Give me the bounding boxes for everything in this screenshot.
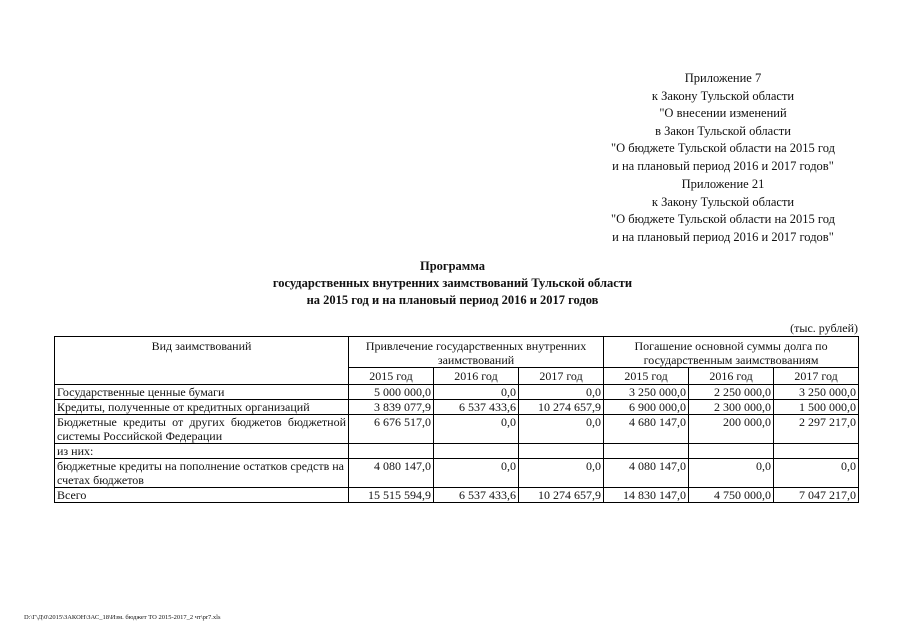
value-cell: 0,0 <box>774 459 859 488</box>
value-cell <box>519 444 604 459</box>
value-cell <box>349 444 434 459</box>
appendix-line: в Закон Тульской области <box>655 123 791 138</box>
value-cell <box>434 444 519 459</box>
header-row <box>55 337 859 368</box>
title-line: Программа <box>420 259 485 273</box>
group-header-repay: Погашение основной суммы долга по государственным заимствованиям <box>604 337 859 368</box>
row-label: бюджетные кредиты на пополнение остатков средств на счетах бюджетов <box>55 459 349 488</box>
row-label: Бюджетные кредиты от других бюджетов бюджетной системы Российской Федерации <box>55 415 349 444</box>
year-header: 2017 год <box>519 368 604 385</box>
value-cell: 4 080 147,0 <box>349 459 434 488</box>
year-header: 2016 год <box>689 368 774 385</box>
value-cell: 5 000 000,0 <box>349 385 434 400</box>
value-cell: 10 274 657,9 <box>519 488 604 503</box>
value-cell: 3 839 077,9 <box>349 400 434 415</box>
value-cell: 2 297 217,0 <box>774 415 859 444</box>
year-header: 2017 год <box>774 368 859 385</box>
appendix-line: к Закону Тульской области <box>651 88 795 103</box>
year-header: 2015 год <box>604 368 689 385</box>
value-cell: 0,0 <box>519 415 604 444</box>
appendix-line: Приложение 7 <box>684 71 762 85</box>
title-line: государственных внутренних заимствований Тульской области <box>272 276 633 290</box>
file-path-footer: D:\Г\Д\0\2015\ЗАКОН\ЗАС_18\Изм. бюджет ТО 2015-2017_2 чт\pr7.xls <box>24 614 221 621</box>
value-cell: 4 750 000,0 <box>689 488 774 503</box>
value-cell: 3 250 000,0 <box>774 385 859 400</box>
value-cell: 6 900 000,0 <box>604 400 689 415</box>
value-cell: 4 080 147,0 <box>604 459 689 488</box>
value-cell: 7 047 217,0 <box>774 488 859 503</box>
table-row <box>55 415 859 444</box>
column-header-type: Вид заимствований <box>55 337 349 385</box>
value-cell: 4 680 147,0 <box>604 415 689 444</box>
appendix-line: "О бюджете Тульской области на 2015 год <box>611 141 835 155</box>
document-title <box>150 258 755 309</box>
year-header: 2015 год <box>349 368 434 385</box>
table-row-total <box>55 488 859 503</box>
value-cell <box>689 444 774 459</box>
value-cell: 0,0 <box>519 459 604 488</box>
value-cell: 15 515 594,9 <box>349 488 434 503</box>
value-cell: 6 537 433,6 <box>434 488 519 503</box>
appendix-line: "О внесении изменений <box>659 106 787 120</box>
value-cell: 6 676 517,0 <box>349 415 434 444</box>
value-cell: 2 250 000,0 <box>689 385 774 400</box>
value-cell <box>774 444 859 459</box>
appendix-line: к Закону Тульской области <box>651 194 795 209</box>
value-cell: 6 537 433,6 <box>434 400 519 415</box>
borrowing-table <box>54 336 859 503</box>
table-row <box>55 400 859 415</box>
value-cell: 0,0 <box>519 385 604 400</box>
value-cell: 0,0 <box>689 459 774 488</box>
value-cell: 10 274 657,9 <box>519 400 604 415</box>
table-row <box>55 444 859 459</box>
value-cell: 1 500 000,0 <box>774 400 859 415</box>
appendix-line: Приложение 21 <box>681 177 765 191</box>
table-row <box>55 385 859 400</box>
value-cell <box>604 444 689 459</box>
value-cell: 0,0 <box>434 385 519 400</box>
value-cell: 0,0 <box>434 459 519 488</box>
year-header: 2016 год <box>434 368 519 385</box>
appendix-line: "О бюджете Тульской области на 2015 год <box>611 212 835 226</box>
units-label: (тыс. рублей) <box>790 321 858 335</box>
row-label: Всего <box>55 488 349 503</box>
title-line: на 2015 год и на плановый период 2016 и 2017 годов <box>306 293 599 307</box>
table-row <box>55 459 859 488</box>
appendix-line: и на плановый период 2016 и 2017 годов" <box>612 158 834 173</box>
value-cell: 2 300 000,0 <box>689 400 774 415</box>
group-header-attract: Привлечение государственных внутренних заимствований <box>349 337 604 368</box>
appendix-header-ref <box>608 176 838 246</box>
value-cell: 0,0 <box>434 415 519 444</box>
value-cell: 200 000,0 <box>689 415 774 444</box>
row-label: из них: <box>55 444 349 459</box>
value-cell: 3 250 000,0 <box>604 385 689 400</box>
value-cell: 14 830 147,0 <box>604 488 689 503</box>
row-label: Кредиты, полученные от кредитных организаций <box>55 400 349 415</box>
appendix-header-main <box>608 70 838 175</box>
row-label: Государственные ценные бумаги <box>55 385 349 400</box>
appendix-line: и на плановый период 2016 и 2017 годов" <box>612 229 834 244</box>
